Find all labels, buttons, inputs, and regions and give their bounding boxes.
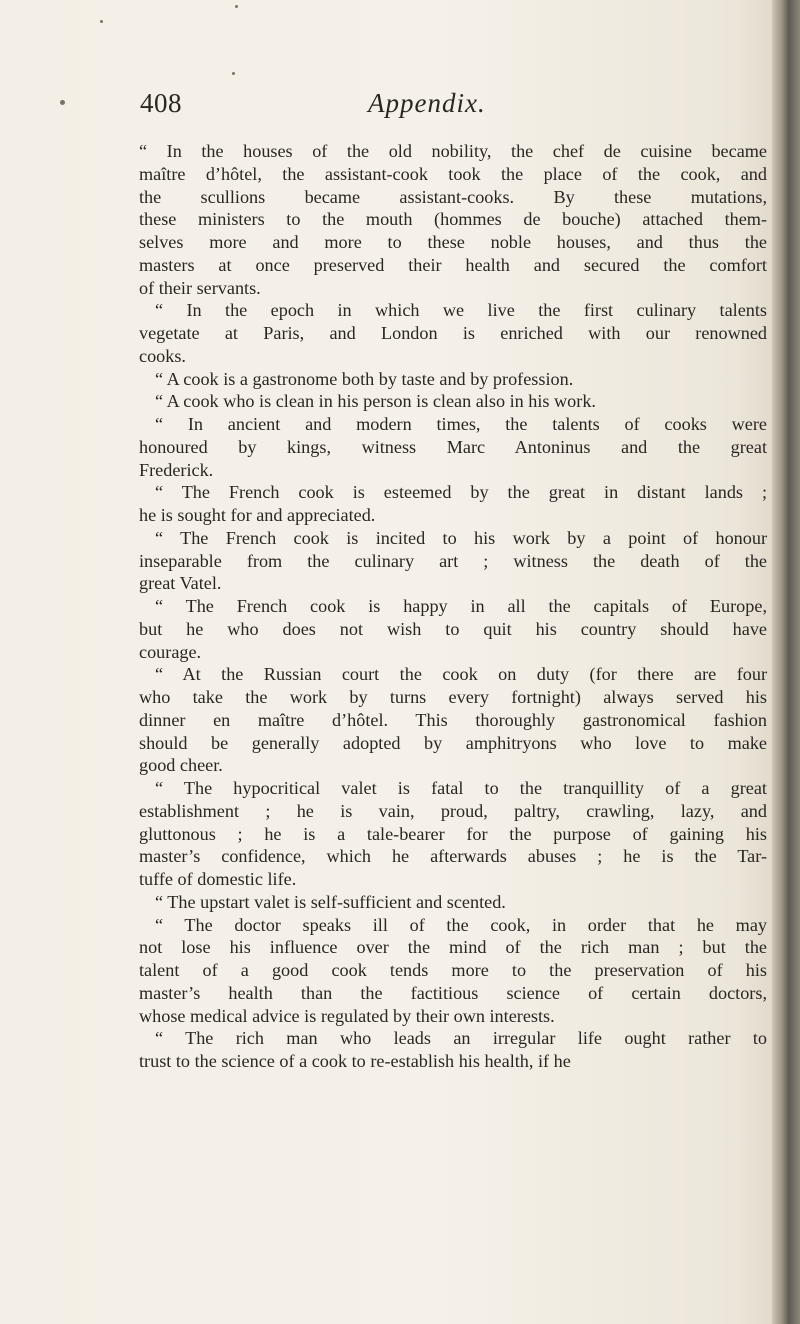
text-line: “ A cook who is clean in his person is clean also in his work. (155, 391, 596, 412)
text-line: cooks. (139, 345, 186, 366)
text-line: “ At the Russian court the cook on duty (for there are four (155, 664, 767, 685)
text-line: master’s health than the factitious science of certain doctors, (139, 982, 767, 1003)
text-line: “ The doctor speaks ill of the cook, in order that he may (155, 914, 767, 935)
text-line: the scullions became assistant-cooks. By these mutations, (139, 186, 767, 207)
text-line: he is sought for and appreciated. (139, 505, 376, 525)
text-line: honoured by kings, witness Marc Antoninus and the great (139, 436, 767, 457)
text-line: “ In the epoch in which we live the first culinary talents (155, 300, 767, 321)
text-line: good cheer. (139, 755, 223, 776)
text-line: “ The French cook is happy in all the capitals of Europe, (155, 596, 767, 616)
text-line: Frederick. (139, 459, 214, 480)
text-line: gluttonous ; he is a tale-bearer for the purpose of gaining his (139, 823, 767, 844)
text-line: “ In the houses of the old nobility, the chef de cuisine became (139, 141, 767, 161)
text-line: but he who does not wish to quit his country should have (139, 618, 767, 639)
text-line: of their servants. (139, 277, 261, 298)
text-line: not lose his influence over the mind of the rich man ; but the (139, 937, 767, 958)
text-line: master’s confidence, which he afterwards abuses ; he is the Tar- (139, 846, 767, 867)
text-line: inseparable from the culinary art ; witness the death of the (139, 550, 767, 571)
text-line: “ The upstart valet is self-sufficient and scented. (155, 891, 506, 912)
text-line: “ A cook is a gastronome both by taste and by profession. (155, 368, 574, 389)
text-line: selves more and more to these noble houses, and thus the (139, 232, 767, 252)
text-line: courage. (139, 641, 202, 662)
text-line: should be generally adopted by amphitryons who love to make (139, 732, 767, 753)
page-edge-shadow (772, 0, 800, 1324)
text-line: “ In ancient and modern times, the talents of cooks were (155, 414, 767, 434)
paragraph (139, 368, 767, 391)
text-line: “ The hypocritical valet is fatal to the tranquillity of a great (155, 778, 767, 798)
text-line: trust to the science of a cook to re-establish his health, if he (139, 1051, 571, 1071)
page-number: 408 (140, 88, 182, 118)
text-line: these ministers to the mouth (hommes de bouche) attached them- (139, 209, 767, 230)
text-line: dinner en maître d’hôtel. This thoroughly gastronomical fashion (139, 709, 767, 730)
paragraph (139, 140, 767, 299)
text-line: whose medical advice is regulated by their own interests. (139, 1005, 555, 1026)
paragraph (139, 595, 767, 663)
page-header (140, 88, 780, 128)
paragraph (139, 914, 767, 1028)
text-line: tuffe of domestic life. (139, 869, 297, 889)
text-line: great Vatel. (139, 573, 222, 594)
page-speck (235, 5, 238, 8)
text-line: vegetate at Paris, and London is enriched with our renowned (139, 323, 767, 343)
text-line: “ The rich man who leads an irregular life ought rather to (155, 1028, 767, 1049)
text-line: establishment ; he is vain, proud, paltry, crawling, lazy, and (139, 800, 767, 821)
text-line: “ The French cook is esteemed by the great in distant lands ; (155, 482, 767, 503)
text-line: “ The French cook is incited to his work by a point of honour (155, 527, 767, 548)
text-line: talent of a good cook tends more to the preservation of his (139, 960, 767, 980)
paragraph (139, 299, 767, 367)
paragraph (139, 663, 767, 777)
paragraph (139, 390, 767, 413)
paragraph (139, 777, 767, 891)
text-line: maître d’hôtel, the assistant-cook took the place of the cook, and (139, 163, 767, 184)
text-line: masters at once preserved their health and secured the comfort (139, 254, 767, 275)
paragraph (139, 413, 767, 481)
paragraph (139, 481, 767, 527)
page-speck (100, 20, 103, 23)
body-text (139, 140, 767, 1073)
text-line: who take the work by turns every fortnight) always served his (139, 687, 767, 707)
paragraph (139, 891, 767, 914)
running-head: Appendix. (368, 88, 486, 118)
page-speck (60, 100, 65, 105)
paragraph (139, 527, 767, 595)
page-speck (232, 72, 235, 75)
paragraph (139, 1027, 767, 1073)
